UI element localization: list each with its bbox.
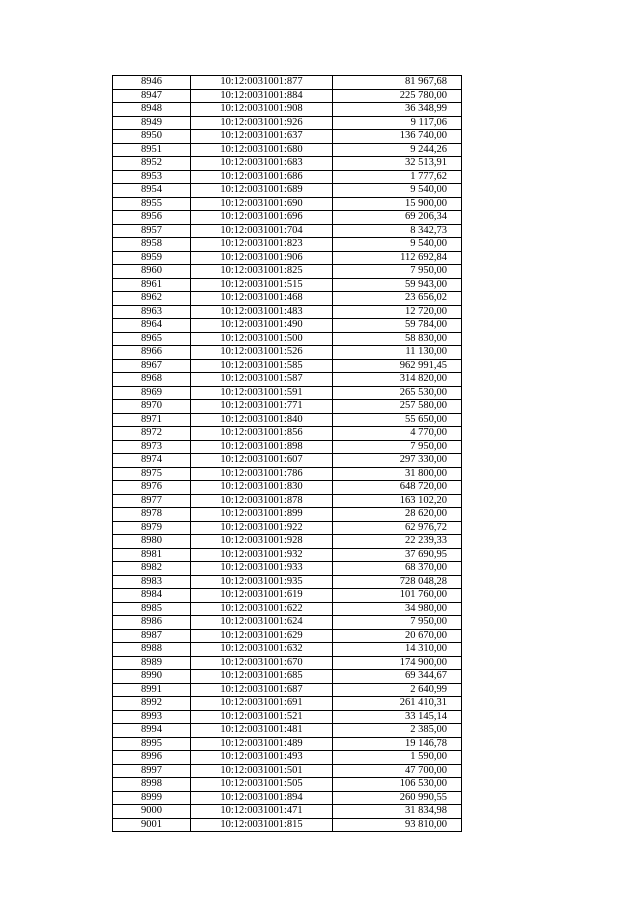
cadastral-number-cell: 10:12:0031001:500 [191,332,333,346]
row-number-cell: 8970 [113,400,191,414]
cadastral-number-cell: 10:12:0031001:670 [191,656,333,670]
table-row [113,481,462,495]
cadastral-number-cell: 10:12:0031001:704 [191,224,333,238]
table-row [113,454,462,468]
table-row [113,643,462,657]
table-row [113,238,462,252]
cadastral-number-cell: 10:12:0031001:685 [191,670,333,684]
table-row [113,602,462,616]
value-cell: 33 145,14 [333,710,462,724]
row-number-cell: 8964 [113,319,191,333]
value-cell: 62 976,72 [333,521,462,535]
table-row [113,818,462,832]
value-cell: 101 760,00 [333,589,462,603]
row-number-cell: 8981 [113,548,191,562]
value-cell: 93 810,00 [333,818,462,832]
row-number-cell: 8977 [113,494,191,508]
row-number-cell: 8961 [113,278,191,292]
cadastral-number-cell: 10:12:0031001:587 [191,373,333,387]
value-cell: 9 244,26 [333,143,462,157]
table-row [113,184,462,198]
value-cell: 32 513,91 [333,157,462,171]
table-row [113,778,462,792]
table-row [113,710,462,724]
cadastral-number-cell: 10:12:0031001:932 [191,548,333,562]
value-cell: 14 310,00 [333,643,462,657]
value-cell: 1 590,00 [333,751,462,765]
value-cell: 297 330,00 [333,454,462,468]
cadastral-number-cell: 10:12:0031001:908 [191,103,333,117]
cadastral-number-cell: 10:12:0031001:629 [191,629,333,643]
value-cell: 9 540,00 [333,184,462,198]
cadastral-number-cell: 10:12:0031001:585 [191,359,333,373]
cadastral-number-cell: 10:12:0031001:591 [191,386,333,400]
cadastral-number-cell: 10:12:0031001:505 [191,778,333,792]
cadastral-number-cell: 10:12:0031001:489 [191,737,333,751]
table-row [113,143,462,157]
row-number-cell: 8989 [113,656,191,670]
cadastral-number-cell: 10:12:0031001:922 [191,521,333,535]
value-cell: 962 991,45 [333,359,462,373]
table-row [113,805,462,819]
value-cell: 31 800,00 [333,467,462,481]
value-cell: 36 348,99 [333,103,462,117]
table-row [113,373,462,387]
table-row [113,589,462,603]
table-row [113,764,462,778]
value-cell: 15 900,00 [333,197,462,211]
cadastral-number-cell: 10:12:0031001:624 [191,616,333,630]
cadastral-number-cell: 10:12:0031001:483 [191,305,333,319]
cadastral-number-cell: 10:12:0031001:690 [191,197,333,211]
cadastral-number-cell: 10:12:0031001:687 [191,683,333,697]
row-number-cell: 8998 [113,778,191,792]
table-row [113,197,462,211]
cadastral-number-cell: 10:12:0031001:501 [191,764,333,778]
value-cell: 2 385,00 [333,724,462,738]
value-cell: 257 580,00 [333,400,462,414]
value-cell: 225 780,00 [333,89,462,103]
cadastral-number-cell: 10:12:0031001:926 [191,116,333,130]
row-number-cell: 8951 [113,143,191,157]
cadastral-number-cell: 10:12:0031001:898 [191,440,333,454]
cadastral-number-cell: 10:12:0031001:689 [191,184,333,198]
cadastral-number-cell: 10:12:0031001:468 [191,292,333,306]
table-row [113,521,462,535]
table-row [113,89,462,103]
row-number-cell: 8992 [113,697,191,711]
registry-table [112,75,462,832]
cadastral-number-cell: 10:12:0031001:830 [191,481,333,495]
row-number-cell: 8946 [113,76,191,90]
cadastral-number-cell: 10:12:0031001:481 [191,724,333,738]
value-cell: 81 967,68 [333,76,462,90]
row-number-cell: 8983 [113,575,191,589]
row-number-cell: 8987 [113,629,191,643]
cadastral-number-cell: 10:12:0031001:935 [191,575,333,589]
row-number-cell: 8963 [113,305,191,319]
cadastral-number-cell: 10:12:0031001:933 [191,562,333,576]
table-row [113,76,462,90]
value-cell: 648 720,00 [333,481,462,495]
value-cell: 59 943,00 [333,278,462,292]
cadastral-number-cell: 10:12:0031001:825 [191,265,333,279]
value-cell: 314 820,00 [333,373,462,387]
row-number-cell: 9001 [113,818,191,832]
table-row [113,305,462,319]
value-cell: 261 410,31 [333,697,462,711]
value-cell: 106 530,00 [333,778,462,792]
value-cell: 7 950,00 [333,616,462,630]
cadastral-number-cell: 10:12:0031001:526 [191,346,333,360]
value-cell: 112 692,84 [333,251,462,265]
value-cell: 37 690,95 [333,548,462,562]
row-number-cell: 8953 [113,170,191,184]
table-row [113,319,462,333]
value-cell: 2 640,99 [333,683,462,697]
table-row [113,575,462,589]
cadastral-number-cell: 10:12:0031001:637 [191,130,333,144]
row-number-cell: 8979 [113,521,191,535]
value-cell: 22 239,33 [333,535,462,549]
table-row [113,791,462,805]
cadastral-number-cell: 10:12:0031001:906 [191,251,333,265]
value-cell: 31 834,98 [333,805,462,819]
cadastral-number-cell: 10:12:0031001:823 [191,238,333,252]
row-number-cell: 8959 [113,251,191,265]
table-row [113,656,462,670]
value-cell: 23 656,02 [333,292,462,306]
table-row [113,251,462,265]
row-number-cell: 8999 [113,791,191,805]
cadastral-number-cell: 10:12:0031001:515 [191,278,333,292]
cadastral-number-cell: 10:12:0031001:856 [191,427,333,441]
row-number-cell: 8958 [113,238,191,252]
value-cell: 69 206,34 [333,211,462,225]
row-number-cell: 8990 [113,670,191,684]
value-cell: 19 146,78 [333,737,462,751]
row-number-cell: 8976 [113,481,191,495]
row-number-cell: 8969 [113,386,191,400]
value-cell: 136 740,00 [333,130,462,144]
cadastral-number-cell: 10:12:0031001:619 [191,589,333,603]
row-number-cell: 8950 [113,130,191,144]
row-number-cell: 8975 [113,467,191,481]
row-number-cell: 9000 [113,805,191,819]
row-number-cell: 8986 [113,616,191,630]
table-row [113,427,462,441]
registry-table-body [113,76,462,832]
table-row [113,413,462,427]
cadastral-number-cell: 10:12:0031001:622 [191,602,333,616]
cadastral-number-cell: 10:12:0031001:696 [191,211,333,225]
cadastral-number-cell: 10:12:0031001:632 [191,643,333,657]
value-cell: 58 830,00 [333,332,462,346]
value-cell: 55 650,00 [333,413,462,427]
value-cell: 7 950,00 [333,265,462,279]
table-row [113,724,462,738]
row-number-cell: 8973 [113,440,191,454]
cadastral-number-cell: 10:12:0031001:691 [191,697,333,711]
table-row [113,670,462,684]
row-number-cell: 8968 [113,373,191,387]
row-number-cell: 8996 [113,751,191,765]
table-row [113,697,462,711]
table-row [113,130,462,144]
value-cell: 34 980,00 [333,602,462,616]
cadastral-number-cell: 10:12:0031001:680 [191,143,333,157]
table-row [113,224,462,238]
table-row [113,751,462,765]
value-cell: 47 700,00 [333,764,462,778]
table-row [113,440,462,454]
row-number-cell: 8957 [113,224,191,238]
table-row [113,346,462,360]
row-number-cell: 8972 [113,427,191,441]
row-number-cell: 8978 [113,508,191,522]
value-cell: 7 950,00 [333,440,462,454]
table-row [113,494,462,508]
cadastral-number-cell: 10:12:0031001:786 [191,467,333,481]
row-number-cell: 8971 [113,413,191,427]
cadastral-number-cell: 10:12:0031001:607 [191,454,333,468]
cadastral-number-cell: 10:12:0031001:928 [191,535,333,549]
row-number-cell: 8966 [113,346,191,360]
table-row [113,292,462,306]
row-number-cell: 8985 [113,602,191,616]
cadastral-number-cell: 10:12:0031001:686 [191,170,333,184]
row-number-cell: 8993 [113,710,191,724]
cadastral-number-cell: 10:12:0031001:840 [191,413,333,427]
row-number-cell: 8991 [113,683,191,697]
value-cell: 163 102,20 [333,494,462,508]
value-cell: 11 130,00 [333,346,462,360]
value-cell: 68 370,00 [333,562,462,576]
value-cell: 260 990,55 [333,791,462,805]
row-number-cell: 8997 [113,764,191,778]
table-row [113,278,462,292]
value-cell: 4 770,00 [333,427,462,441]
table-row [113,737,462,751]
row-number-cell: 8960 [113,265,191,279]
row-number-cell: 8962 [113,292,191,306]
cadastral-number-cell: 10:12:0031001:471 [191,805,333,819]
table-row [113,332,462,346]
row-number-cell: 8982 [113,562,191,576]
table-row [113,562,462,576]
table-row [113,265,462,279]
row-number-cell: 8984 [113,589,191,603]
cadastral-number-cell: 10:12:0031001:683 [191,157,333,171]
value-cell: 728 048,28 [333,575,462,589]
row-number-cell: 8988 [113,643,191,657]
row-number-cell: 8948 [113,103,191,117]
table-row [113,157,462,171]
cadastral-number-cell: 10:12:0031001:815 [191,818,333,832]
row-number-cell: 8980 [113,535,191,549]
table-row [113,467,462,481]
cadastral-number-cell: 10:12:0031001:877 [191,76,333,90]
table-row [113,386,462,400]
table-row [113,683,462,697]
value-cell: 8 342,73 [333,224,462,238]
table-row [113,359,462,373]
cadastral-number-cell: 10:12:0031001:493 [191,751,333,765]
row-number-cell: 8947 [113,89,191,103]
value-cell: 20 670,00 [333,629,462,643]
row-number-cell: 8974 [113,454,191,468]
cadastral-number-cell: 10:12:0031001:521 [191,710,333,724]
value-cell: 265 530,00 [333,386,462,400]
value-cell: 9 117,06 [333,116,462,130]
table-row [113,629,462,643]
value-cell: 9 540,00 [333,238,462,252]
row-number-cell: 8967 [113,359,191,373]
table-row [113,508,462,522]
row-number-cell: 8994 [113,724,191,738]
row-number-cell: 8954 [113,184,191,198]
cadastral-number-cell: 10:12:0031001:771 [191,400,333,414]
value-cell: 1 777,62 [333,170,462,184]
row-number-cell: 8956 [113,211,191,225]
table-row [113,211,462,225]
cadastral-number-cell: 10:12:0031001:490 [191,319,333,333]
row-number-cell: 8952 [113,157,191,171]
table-row [113,535,462,549]
row-number-cell: 8949 [113,116,191,130]
table-row [113,170,462,184]
value-cell: 69 344,67 [333,670,462,684]
value-cell: 28 620,00 [333,508,462,522]
table-row [113,548,462,562]
table-row [113,616,462,630]
value-cell: 12 720,00 [333,305,462,319]
table-row [113,103,462,117]
table-row [113,400,462,414]
row-number-cell: 8965 [113,332,191,346]
cadastral-number-cell: 10:12:0031001:894 [191,791,333,805]
value-cell: 59 784,00 [333,319,462,333]
table-row [113,116,462,130]
cadastral-number-cell: 10:12:0031001:878 [191,494,333,508]
value-cell: 174 900,00 [333,656,462,670]
row-number-cell: 8955 [113,197,191,211]
cadastral-number-cell: 10:12:0031001:884 [191,89,333,103]
cadastral-number-cell: 10:12:0031001:899 [191,508,333,522]
row-number-cell: 8995 [113,737,191,751]
